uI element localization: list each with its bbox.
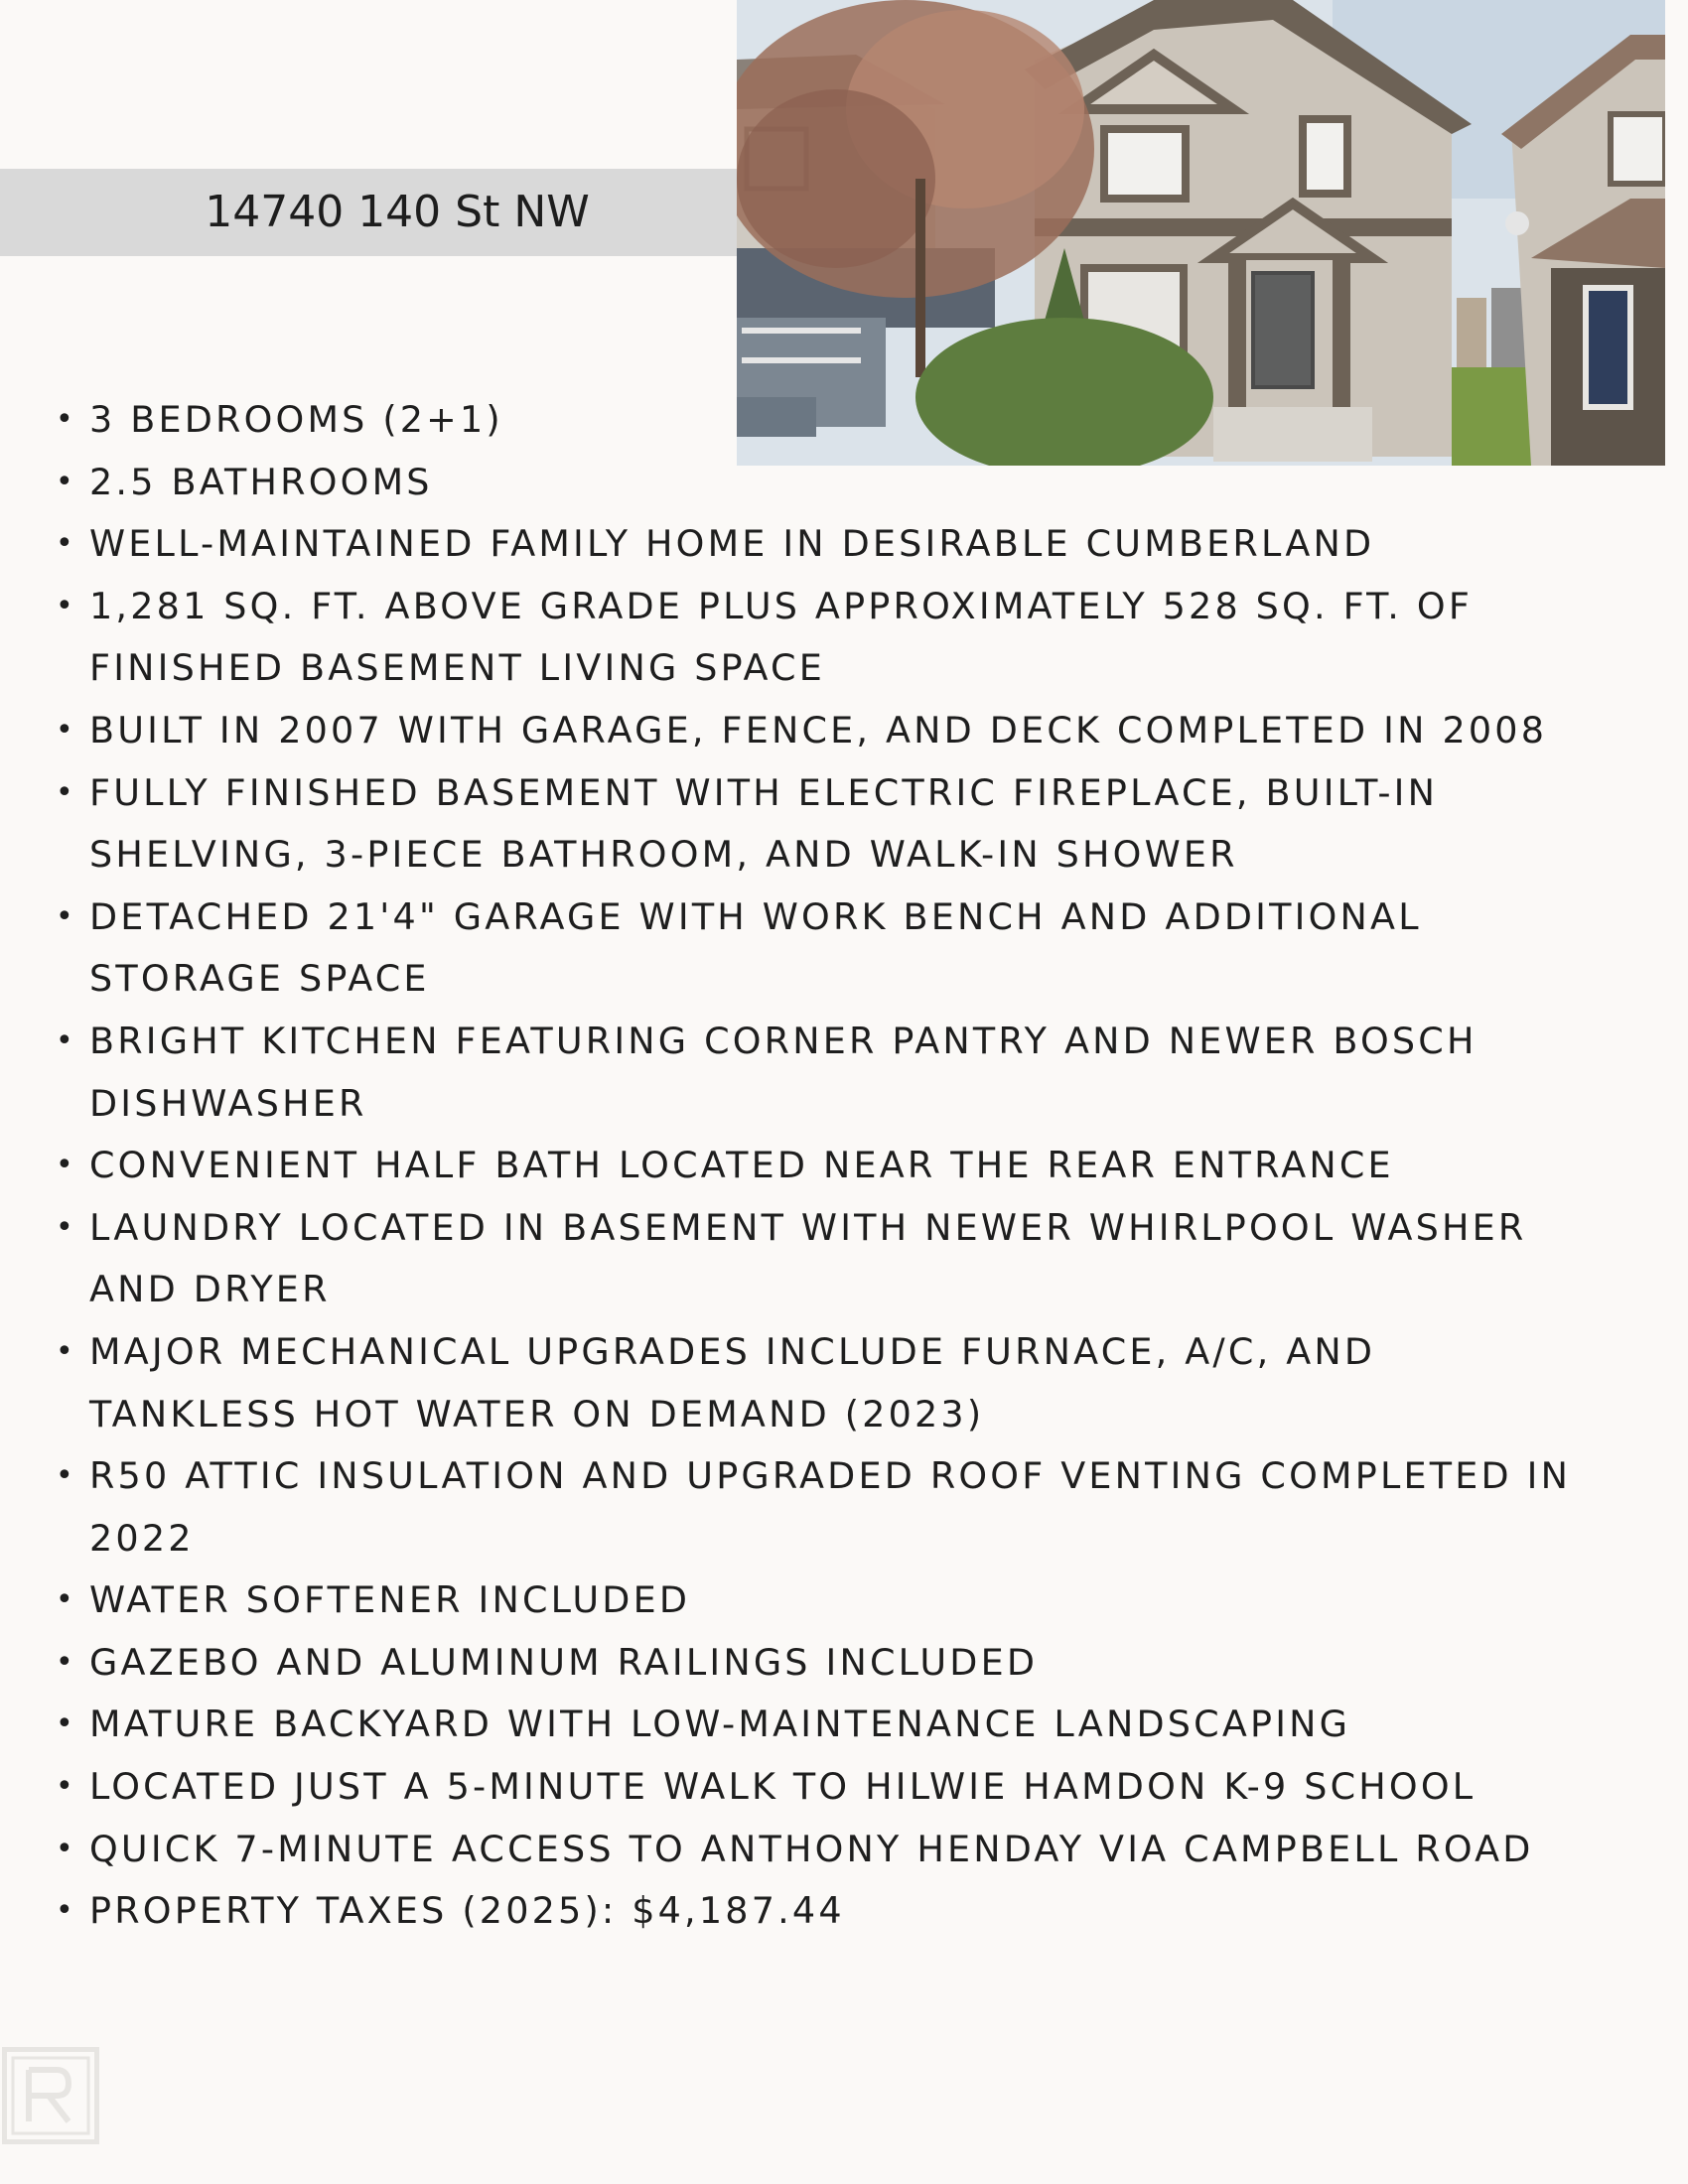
list-item: • PROPERTY TAXES (2025): $4,187.44 xyxy=(56,1889,845,1933)
list-item: • 1,281 SQ. FT. ABOVE GRADE PLUS APPROXIMATELY 528 SQ. FT. OF FINISHED BASEMENT LIVING SPACE xyxy=(56,584,1474,690)
list-item: • LAUNDRY LOCATED IN BASEMENT WITH NEWER WHIRLPOOL WASHER AND DRYER xyxy=(56,1205,1527,1311)
list-item: • LOCATED JUST A 5-MINUTE WALK TO HILWIE HAMDON K-9 SCHOOL xyxy=(56,1765,1477,1809)
list-item: • BRIGHT KITCHEN FEATURING CORNER PANTRY AND NEWER BOSCH DISHWASHER xyxy=(56,1019,1477,1125)
list-item: • DETACHED 21'4" GARAGE WITH WORK BENCH AND ADDITIONAL STORAGE SPACE xyxy=(56,894,1422,1001)
list-item: • 3 BEDROOMS (2+1) xyxy=(56,398,503,441)
list-item: • QUICK 7-MINUTE ACCESS TO ANTHONY HENDAY VIA CAMPBELL ROAD xyxy=(56,1827,1534,1870)
list-item: • CONVENIENT HALF BATH LOCATED NEAR THE REAR ENTRANCE xyxy=(56,1144,1394,1187)
list-item: • BUILT IN 2007 WITH GARAGE, FENCE, AND DECK COMPLETED IN 2008 xyxy=(56,708,1548,751)
page-title: 14740 140 St NW xyxy=(205,187,590,237)
list-item: • MAJOR MECHANICAL UPGRADES INCLUDE FURNACE, A/C, AND TANKLESS HOT WATER ON DEMAND (2023) xyxy=(56,1329,1376,1435)
feature-list xyxy=(52,389,1640,1943)
list-item: • GAZEBO AND ALUMINUM RAILINGS INCLUDED xyxy=(56,1640,1039,1684)
list-item: • MATURE BACKYARD WITH LOW-MAINTENANCE LANDSCAPING xyxy=(56,1703,1351,1746)
list-item: • WATER SOFTENER INCLUDED xyxy=(56,1578,691,1622)
list-item: • FULLY FINISHED BASEMENT WITH ELECTRIC FIREPLACE, BUILT-IN SHELVING, 3-PIECE BATHROOM, AND WALK-IN SHOWER xyxy=(56,770,1439,877)
list-item: • R50 ATTIC INSULATION AND UPGRADED ROOF VENTING COMPLETED IN 2022 xyxy=(56,1454,1572,1560)
list-item: • WELL-MAINTAINED FAMILY HOME IN DESIRABLE CUMBERLAND xyxy=(56,522,1375,566)
realtor-logo-icon xyxy=(2,2047,99,2144)
list-item: • 2.5 BATHROOMS xyxy=(56,460,433,503)
